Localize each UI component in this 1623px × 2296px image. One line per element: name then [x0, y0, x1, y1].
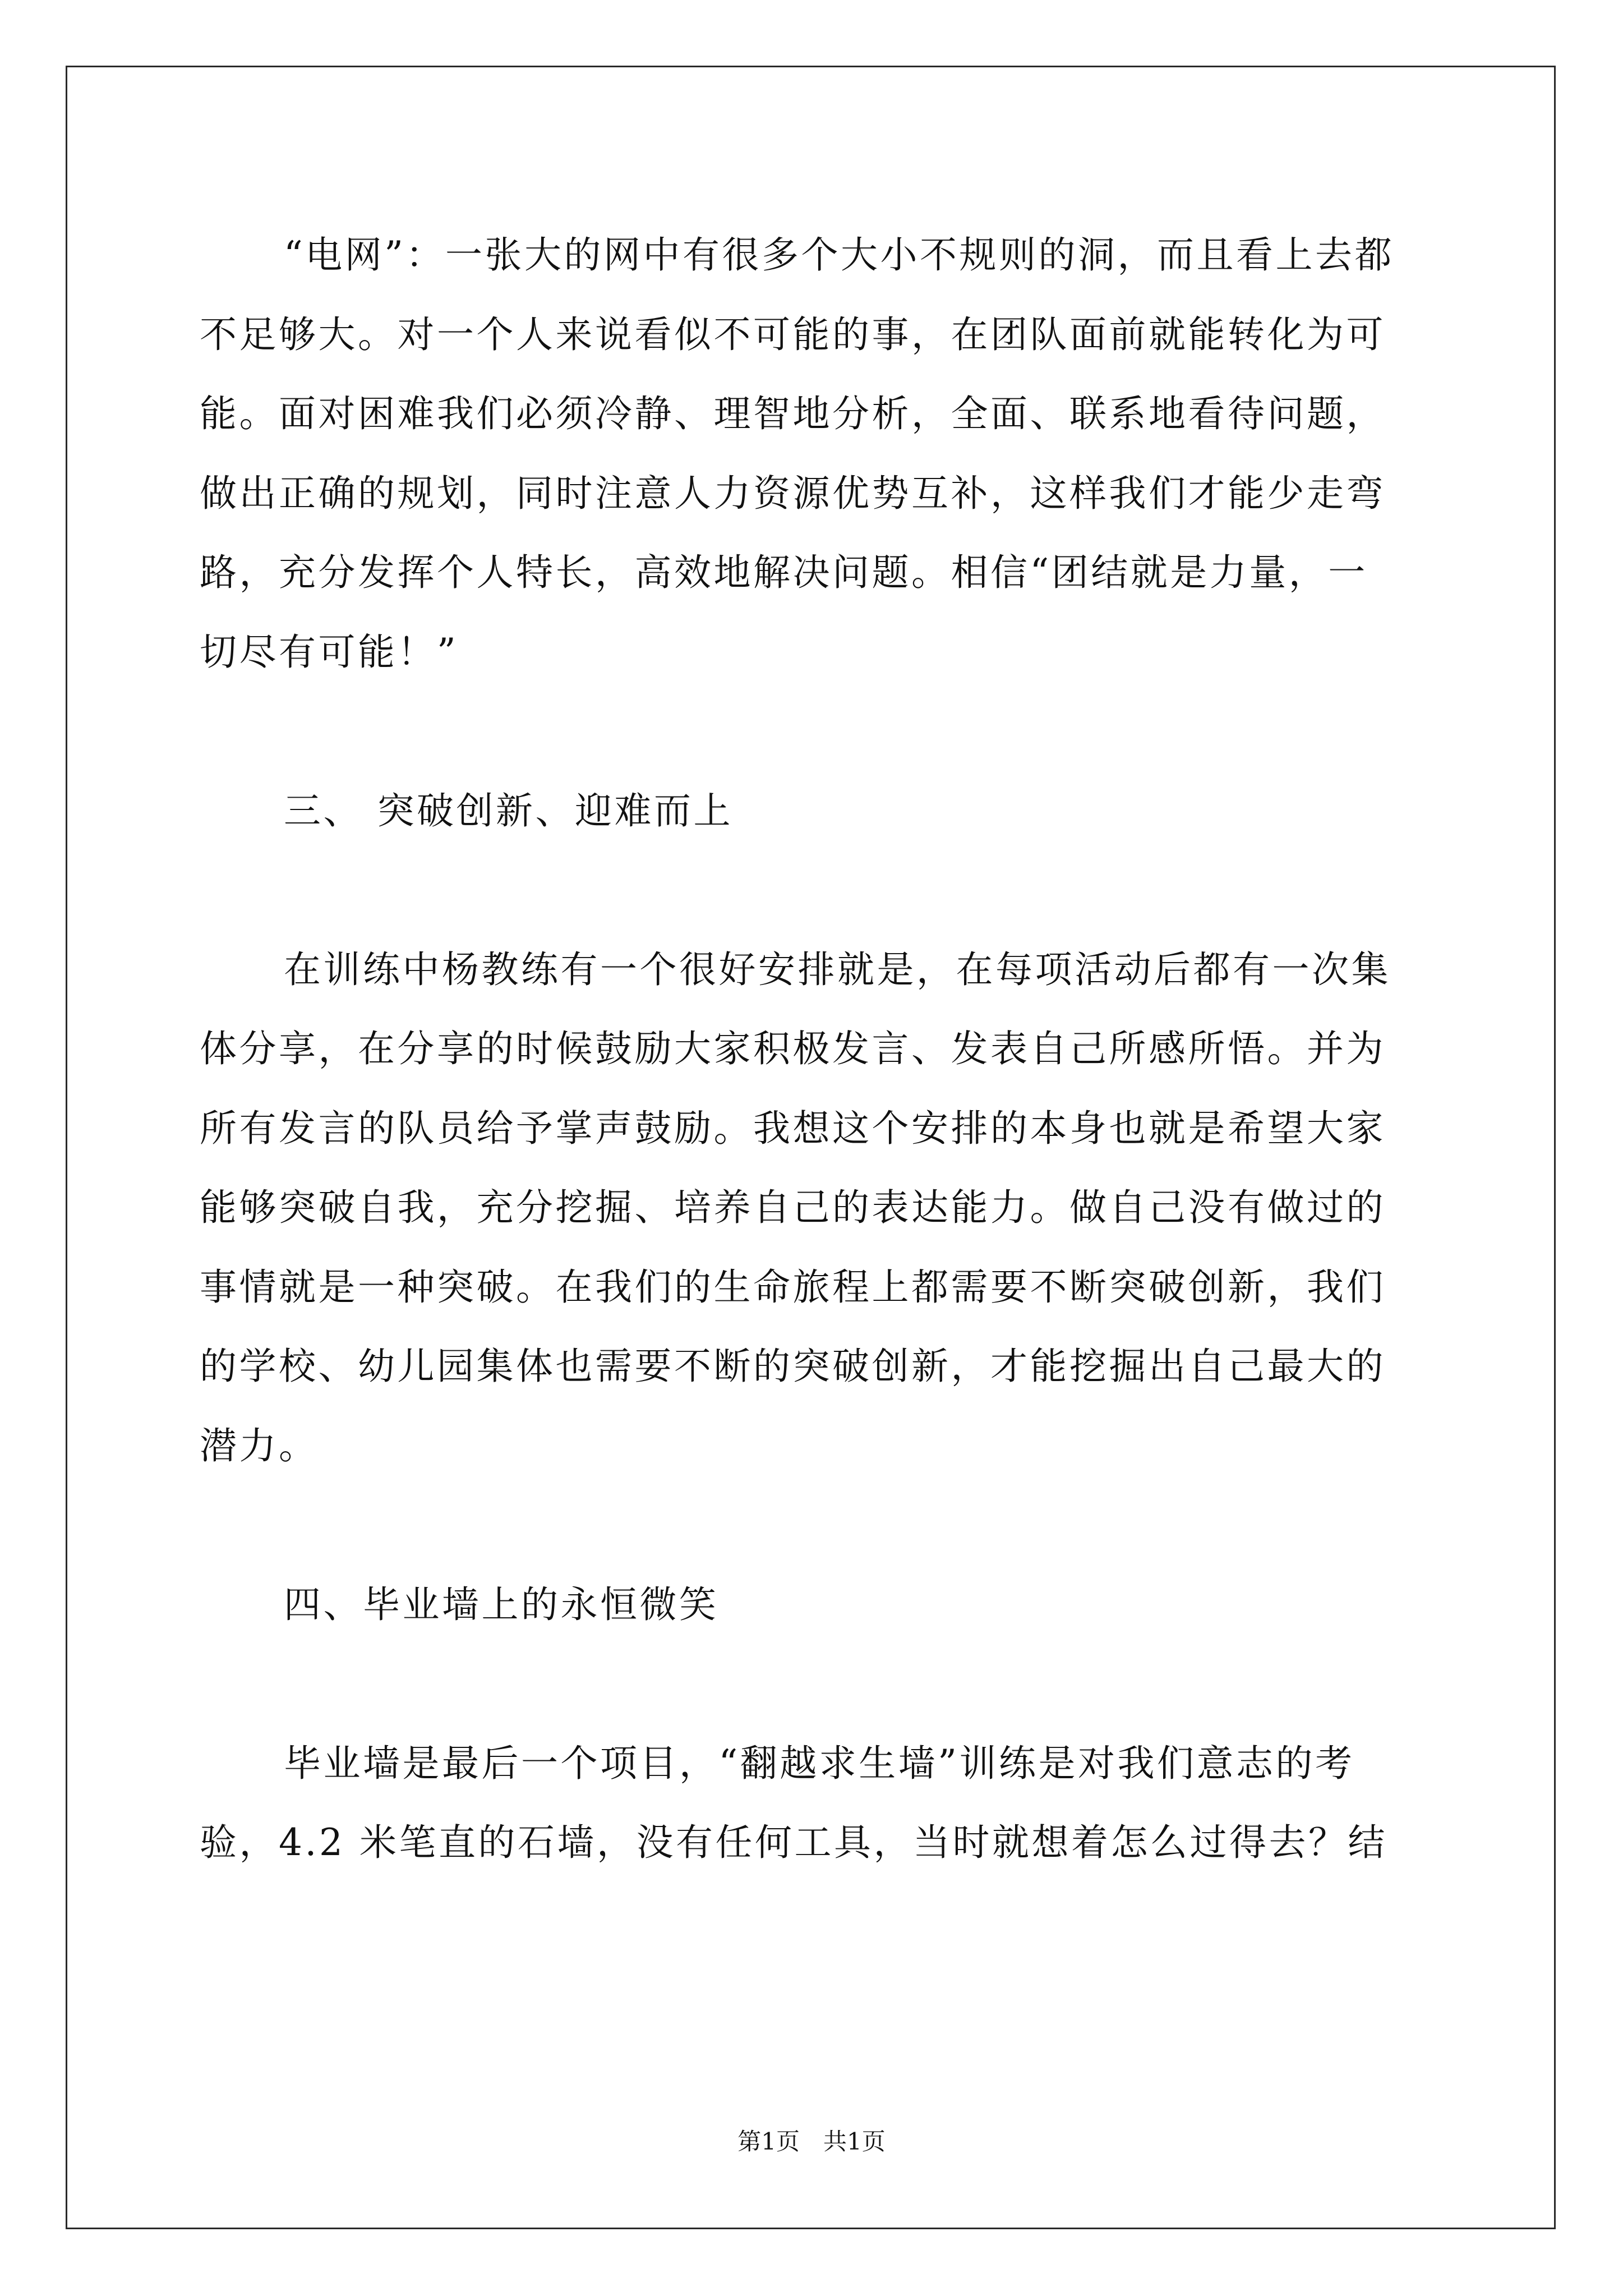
paragraph-power-grid [200, 215, 1422, 692]
section-heading-innovation [200, 771, 1422, 851]
text-line: 体分享，在分享的时候鼓励大家积极发言、发表自己所感所悟。并为 [200, 1027, 1386, 1070]
text-line: 的学校、幼儿园集体也需要不断的突破创新，才能挖掘出自己最大的 [200, 1345, 1386, 1388]
heading-text: 三、 突破创新、迎难而上 [284, 789, 733, 832]
text-line: 做出正确的规划，同时注意人力资源优势互补，这样我们才能少走弯 [200, 471, 1386, 515]
text-line: 毕业墙是最后一个项目，“翻越求生墙”训练是对我们意志的考 [284, 1741, 1355, 1785]
text-line: 切尽有可能！” [200, 630, 459, 674]
text-line: 不足够大。对一个人来说看似不可能的事，在团队面前就能转化为可 [200, 312, 1386, 356]
text-line: 事情就是一种突破。在我们的生命旅程上都需要不断突破创新，我们 [200, 1265, 1386, 1309]
document-body [200, 215, 1422, 1883]
paragraph-innovation [200, 930, 1422, 1486]
paragraph-graduation-wall [200, 1724, 1422, 1883]
text-line: 验，4.2 米笔直的石墙，没有任何工具，当时就想着怎么过得去？结 [200, 1821, 1387, 1864]
text-line: 在训练中杨教练有一个很好安排就是，在每项活动后都有一次集 [284, 947, 1391, 991]
text-line: 能够突破自我，充分挖掘、培养自己的表达能力。做自己没有做过的 [200, 1186, 1386, 1229]
text-line: 所有发言的队员给予掌声鼓励。我想这个安排的本身也就是希望大家 [200, 1106, 1386, 1150]
text-line: 潜力。 [200, 1424, 319, 1467]
heading-text: 四、毕业墙上的永恒微笑 [284, 1582, 719, 1626]
text-line: “电网”：一张大的网中有很多个大小不规则的洞，而且看上去都 [284, 233, 1394, 277]
page-number-footer: 第1页 共1页 [737, 2128, 886, 2155]
text-line: 能。面对困难我们必须冷静、理智地分析，全面、联系地看待问题， [200, 392, 1386, 435]
text-line: 路，充分发挥个人特长，高效地解决问题。相信“团结就是力量，一 [200, 551, 1368, 594]
section-heading-graduation-wall [200, 1565, 1422, 1645]
